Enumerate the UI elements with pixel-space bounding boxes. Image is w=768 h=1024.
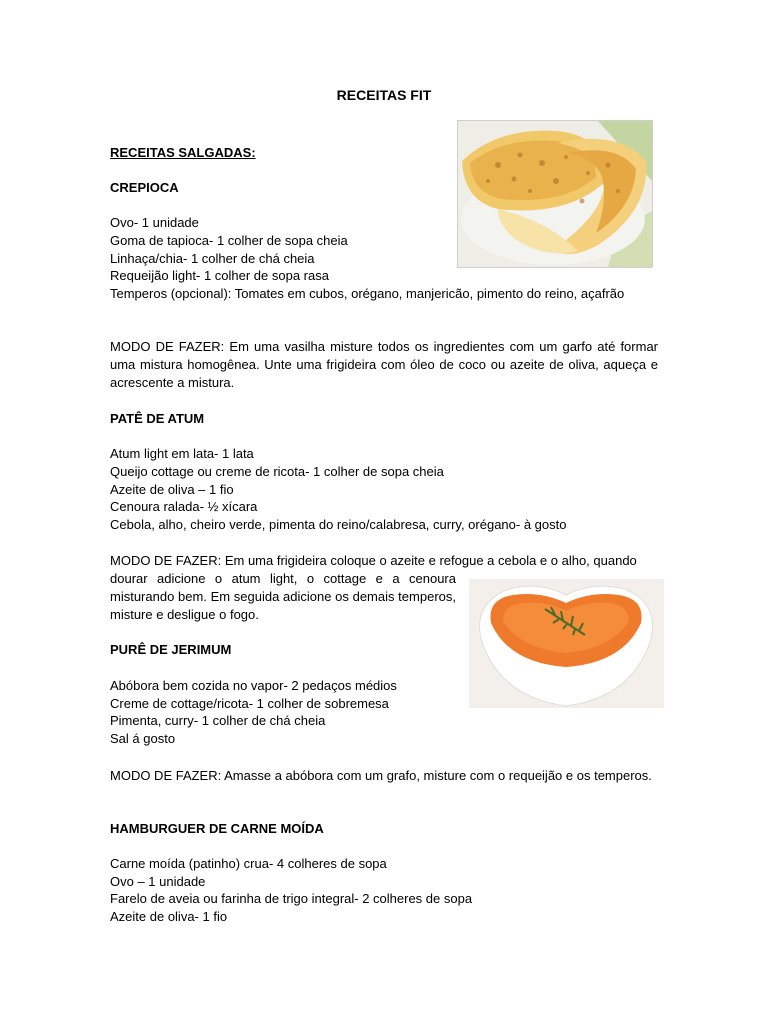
- ingredient-item: Cebola, alho, cheiro verde, pimenta do reino/calabresa, curry, orégano- à gosto: [110, 517, 567, 532]
- ingredient-item: Atum light em lata- 1 lata: [110, 446, 254, 461]
- ingredient-item: Temperos (opcional): Tomates em cubos, orégano, manjericão, pimento do reino, açafrão: [110, 286, 625, 301]
- method-text: MODO DE FAZER: Em uma frigideira coloque o azeite e refogue a cebola e o alho, quando: [110, 553, 637, 568]
- ingredient-item: Sal á gosto: [110, 731, 176, 746]
- ingredient-item: Abóbora bem cozida no vapor- 2 pedaços médios: [110, 678, 397, 693]
- ingredient-item: Linhaça/chia- 1 colher de chá cheia: [110, 251, 315, 266]
- ingredient-item: Ovo – 1 unidade: [110, 874, 206, 889]
- ingredient-item: Goma de tapioca- 1 colher de sopa cheia: [110, 233, 348, 248]
- ingredient-item: Farelo de aveia ou farinha de trigo integral- 2 colheres de sopa: [110, 891, 473, 906]
- ingredient-item: Queijo cottage ou creme de ricota- 1 colher de sopa cheia: [110, 464, 444, 479]
- crepioca-illustration: [458, 121, 652, 267]
- document-title: RECEITAS FIT: [336, 87, 432, 103]
- method-text: MODO DE FAZER: Em uma vasilha misture todos os ingredientes com um garfo até formar uma mistura homogênea. Unte uma frigideira com óleo de coco ou azeite de oliva, aqueça e acrescente a mistura.: [110, 339, 658, 390]
- ingredient-item: Requeijão light- 1 colher de sopa rasa: [110, 268, 329, 283]
- section-heading: RECEITAS SALGADAS:: [110, 145, 256, 160]
- pure-photo: [469, 579, 664, 708]
- recipe-title-pure: PURÊ DE JERIMUM: [110, 642, 232, 657]
- recipe-title-pate: PATÊ DE ATUM: [110, 411, 205, 426]
- ingredient-item: Azeite de oliva- 1 fio: [110, 909, 228, 924]
- ingredient-item: Azeite de oliva – 1 fio: [110, 482, 234, 497]
- pure-illustration: [469, 579, 664, 708]
- ingredient-item: Creme de cottage/ricota- 1 colher de sobremesa: [110, 696, 389, 711]
- method-text-continued: dourar adicione o atum light, o cottage e a cenoura misturando bem. Em seguida adicione os demais temperos, misture e desligue o fogo.: [110, 571, 456, 622]
- recipe-title-hamburguer: HAMBURGUER DE CARNE MOÍDA: [110, 821, 324, 836]
- ingredient-item: Cenoura ralada- ½ xícara: [110, 499, 258, 514]
- ingredient-item: Pimenta, curry- 1 colher de chá cheia: [110, 713, 326, 728]
- ingredient-item: Carne moída (patinho) crua- 4 colheres de sopa: [110, 856, 387, 871]
- ingredient-item: Ovo- 1 unidade: [110, 215, 199, 230]
- method-text: MODO DE FAZER: Amasse a abóbora com um grafo, misture com o requeijão e os temperos.: [110, 768, 652, 783]
- recipe-title-crepioca: CREPIOCA: [110, 180, 179, 195]
- crepioca-photo: [457, 120, 653, 268]
